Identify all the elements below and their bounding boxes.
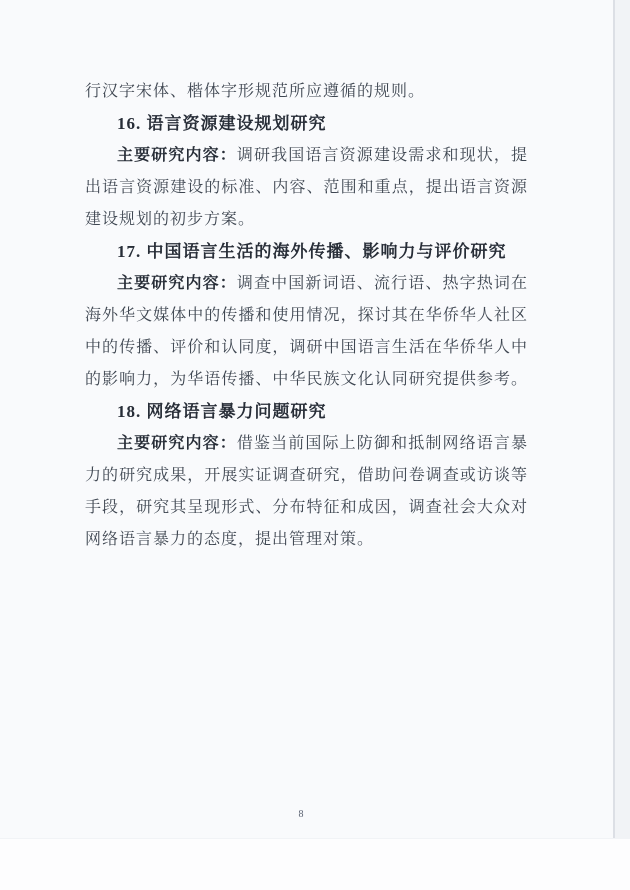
section-heading-16: 16. 语言资源建设规划研究 (117, 114, 327, 133)
paragraph-text: 调查中国新词语、流行语、热字热词在 (236, 275, 527, 292)
scan-bottom-band (0, 838, 630, 890)
paragraph-line (85, 428, 527, 460)
document-content (85, 76, 527, 556)
paragraph-line: 中的传播、评价和认同度，调研中国语言生活在华侨华人中 (85, 339, 527, 356)
page-number: 8 (298, 809, 304, 820)
paragraph-line: 网络语言暴力的态度，提出管理对策。 (85, 531, 375, 548)
paragraph-line: 力的研究成果，开展实证调查研究，借助问卷调查或访谈等 (85, 467, 527, 484)
paragraph-line: 的影响力，为华语传播、中华民族文化认同研究提供参考。 (85, 371, 527, 388)
paragraph-line (85, 268, 527, 300)
section-heading-18: 18. 网络语言暴力问题研究 (117, 402, 327, 421)
paragraph-line (85, 140, 527, 172)
paragraph-line: 出语言资源建设的标准、内容、范围和重点，提出语言资源 (85, 179, 527, 196)
paragraph-text: 借鉴当前国际上防御和抵制网络语言暴 (236, 435, 527, 452)
paragraph-line: 建设规划的初步方案。 (85, 211, 256, 228)
scan-right-margin-strip (615, 0, 630, 842)
paragraph-label: 主要研究内容： (117, 275, 237, 292)
paragraph-line: 手段，研究其呈现形式、分布特征和成因，调查社会大众对 (85, 499, 527, 516)
page-edge-shadow (613, 0, 615, 842)
paragraph-line: 海外华文媒体中的传播和使用情况，探讨其在华侨华人社区 (85, 307, 527, 324)
text-line: 行汉字宋体、楷体字形规范所应遵循的规则。 (85, 83, 426, 100)
paragraph-text: 调研我国语言资源建设需求和现状，提 (236, 147, 527, 164)
section-heading-17: 17. 中国语言生活的海外传播、影响力与评价研究 (117, 242, 507, 261)
paragraph-label: 主要研究内容： (117, 147, 237, 164)
paragraph-label: 主要研究内容： (117, 435, 237, 452)
